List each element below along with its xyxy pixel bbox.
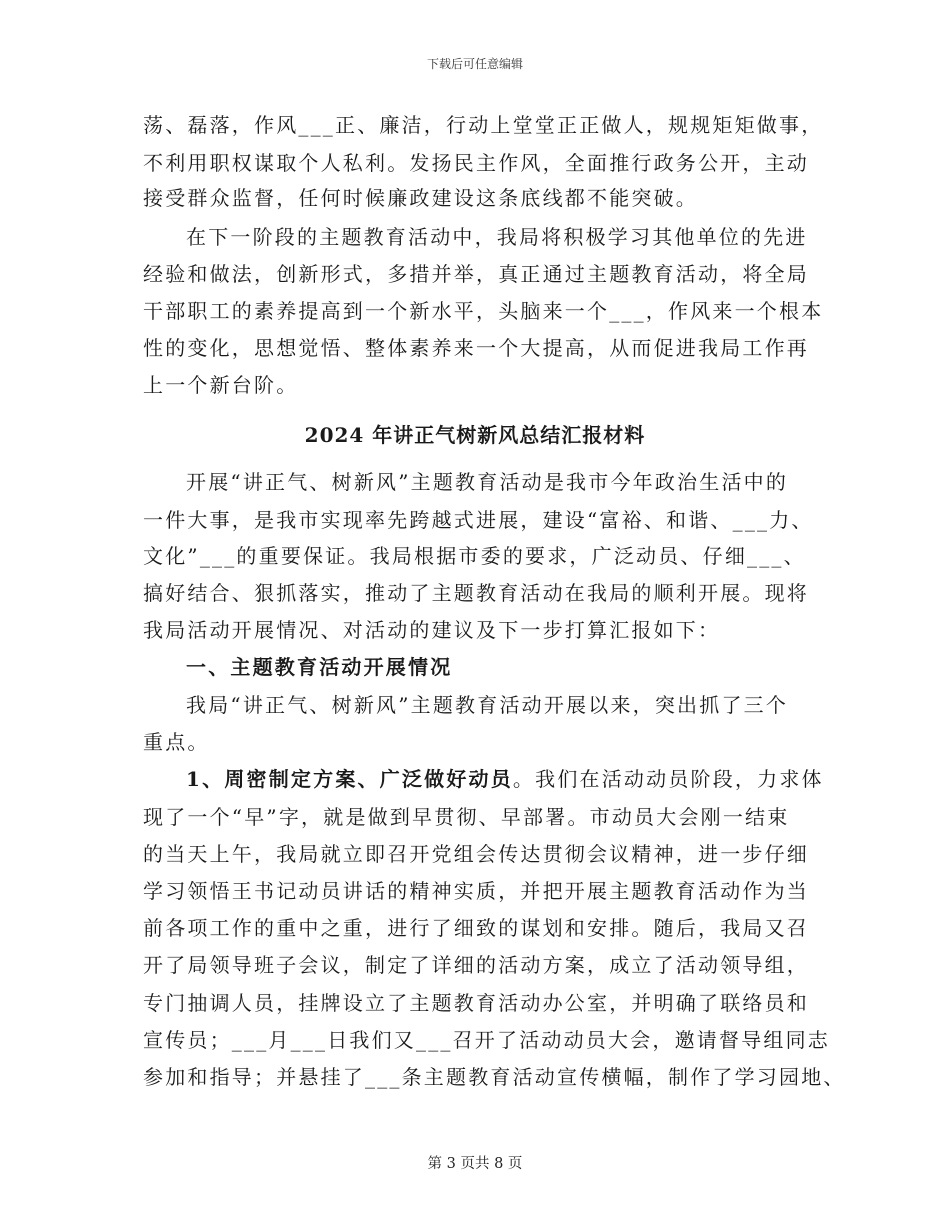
paragraph-line: 经验和做法，创新形式，多措并举，真正通过主题教育活动，将全局	[143, 262, 809, 286]
paragraph-line: 搞好结合、狠抓落实，推动了主题教育活动在我局的顺利开展。现将	[143, 581, 809, 605]
paragraph-text: 。我们在活动动员阶段，力求体	[512, 767, 824, 791]
paragraph-line	[186, 766, 824, 792]
paragraph-line: 上一个新台阶。	[143, 373, 299, 397]
paragraph-line: 学习领悟王书记动员讲话的精神实质，并把开展主题教育活动作为当	[143, 879, 809, 903]
paragraph-line: 不利用职权谋取个人私利。发扬民主作风，全面推行政务公开，主动	[143, 151, 809, 175]
paragraph-line: 我局“讲正气、树新风”主题教育活动开展以来，突出抓了三个	[186, 693, 789, 717]
paragraph-line: 性的变化，思想觉悟、整体素养来一个大提高，从而促进我局工作再	[143, 336, 809, 360]
subsection-heading: 1、周密制定方案、广泛做好动员	[186, 767, 513, 791]
page-header: 下载后可任意编辑	[426, 57, 523, 71]
paragraph-line: 荡、磊落，作风___正、廉洁，行动上堂堂正正做人，规规矩矩做事，	[143, 113, 824, 137]
paragraph-line: 开了局领导班子会议，制定了详细的活动方案，成立了活动领导组，	[143, 953, 809, 977]
paragraph-line: 前各项工作的重中之重，进行了细致的谋划和安排。随后，我局又召	[143, 916, 809, 940]
paragraph-line: 专门抽调人员，挂牌设立了主题教育活动办公室，并明确了联络员和	[143, 991, 809, 1015]
paragraph-line: 在下一阶段的主题教育活动中，我局将积极学习其他单位的先进	[186, 225, 808, 249]
paragraph-line: 接受群众监督，任何时候廉政建设这条底线都不能突破。	[143, 186, 698, 210]
paragraph-line: 的当天上午，我局就立即召开党组会传达贯彻会议精神，进一步仔细	[143, 842, 809, 866]
paragraph-line: 重点。	[143, 730, 210, 754]
paragraph-line: 一件大事，是我市实现率先跨越式进展，建设“富裕、和谐、___力、	[143, 508, 814, 532]
paragraph-line: 宣传员；___月___日我们又___召开了活动动员大会，邀请督导组同志	[143, 1028, 830, 1052]
section-heading: 一、主题教育活动开展情况	[186, 655, 453, 679]
paragraph-line: 现了一个“早”字，就是做到早贯彻、早部署。市动员大会刚一结束	[143, 805, 790, 829]
paragraph-line: 开展“讲正气、树新风”主题教育活动是我市今年政治生活中的	[186, 470, 789, 494]
paragraph-line: 参加和指导；并悬挂了___条主题教育活动宣传横幅，制作了学习园地、	[143, 1065, 846, 1089]
paragraph-line: 干部职工的素养提高到一个新水平，头脑来一个___，作风来一个根本	[143, 299, 824, 323]
paragraph-line: 文化”___的重要保证。我局根据市委的要求，广泛动员、仔细___、	[143, 544, 806, 568]
document-title: 2024 年讲正气树新风总结汇报材料	[304, 423, 646, 447]
page-footer: 第 3 页共 8 页	[427, 1156, 523, 1172]
paragraph-line: 我局活动开展情况、对活动的建议及下一步打算汇报如下：	[143, 618, 721, 642]
